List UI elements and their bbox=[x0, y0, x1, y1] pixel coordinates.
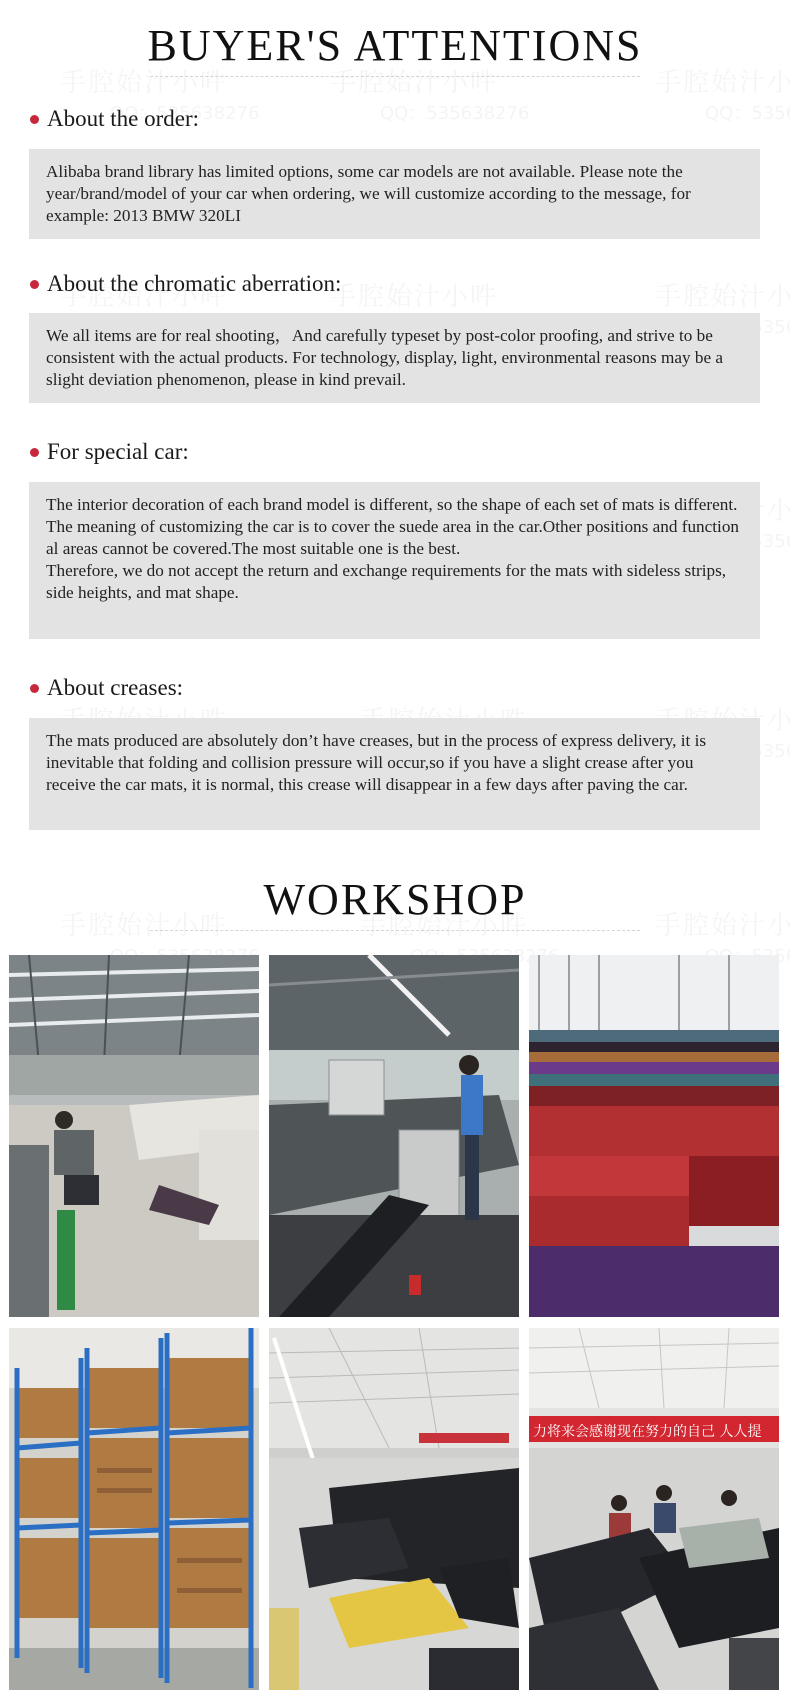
workshop-photo-production-hall bbox=[269, 1328, 519, 1690]
workshop-photo-cutting-floor bbox=[9, 955, 259, 1317]
section-heading-chromatic-aberration bbox=[30, 271, 341, 297]
watermark bbox=[330, 62, 529, 125]
workshop-photo-coil-mats bbox=[529, 955, 779, 1317]
section-paragraph: The mats produced are absolutely don’t have creases, but in the process of express delivery, it is inevitable that folding and collision pressure will occur,so if you have a slight crease after you receive the car mats, it is normal, this crease will disappear in a few days after paving the car. bbox=[46, 731, 707, 794]
workshop-photo-warehouse-shelves bbox=[9, 1328, 259, 1690]
workshop-photo-coil-mats-image bbox=[529, 955, 779, 1317]
workshop-photo-grid bbox=[9, 955, 780, 1690]
section-paragraph: Therefore, we do not accept the return and exchange requirements for the mats with sideless strips, side heights, and mat shape. bbox=[46, 561, 727, 602]
section-paragraph: The interior decoration of each brand model is different, so the shape of each set of mats is different. The meaning of customizing the car is to cover the suede area in the car.Other positions and functional areas cannot be covered.The most suitable one is the best. bbox=[46, 495, 740, 558]
bullet-icon bbox=[30, 115, 39, 124]
bullet-icon bbox=[30, 448, 39, 457]
bullet-icon bbox=[30, 684, 39, 693]
section-heading-creases bbox=[30, 675, 183, 701]
workshop-photo-cnc-cutter bbox=[269, 955, 519, 1317]
section-box-chromatic-aberration bbox=[29, 313, 760, 403]
section-heading-special-car bbox=[30, 439, 189, 465]
section-heading-text: About the chromatic aberration: bbox=[47, 271, 342, 296]
section-box-special-car bbox=[29, 482, 760, 639]
section-heading-order bbox=[30, 106, 199, 132]
page-title: BUYER'S ATTENTIONS bbox=[147, 21, 643, 70]
section-box-creases bbox=[29, 718, 760, 830]
workshop-photo-sewing-workshop-image bbox=[529, 1328, 779, 1690]
section-heading-text: About the order: bbox=[47, 106, 200, 131]
section-box-order bbox=[29, 149, 760, 239]
workshop-photo-production-hall-image bbox=[269, 1328, 519, 1690]
section-paragraph: Alibaba brand library has limited options, some car models are not available. Please note the year/brand/model of your car when ordering, we will customize according to the message, for example: 2013 BMW 320LI bbox=[46, 162, 691, 225]
workshop-photo-cnc-cutter-image bbox=[269, 955, 519, 1317]
workshop-title-divider bbox=[150, 930, 640, 931]
workshop-photo-sewing-workshop bbox=[529, 1328, 779, 1690]
section-paragraph: We all items are for real shooting，And carefully typeset by post-color proofing, and strive to be consistent with the actual products. For technology, display, light, environmental reasons may be a slight deviation phenomenon, please in kind prevail. bbox=[46, 326, 723, 389]
section-heading-text: For special car: bbox=[47, 439, 189, 464]
title-divider bbox=[150, 76, 640, 77]
section-heading-text: About creases: bbox=[47, 675, 184, 700]
bullet-icon bbox=[30, 280, 39, 289]
watermark bbox=[655, 62, 790, 125]
banner-text: 力将来会感谢现在努力的自己 人人提 bbox=[533, 1424, 762, 1440]
workshop-photo-warehouse-shelves-image bbox=[9, 1328, 259, 1690]
workshop-photo-cutting-floor-image bbox=[9, 955, 259, 1317]
workshop-title: WORKSHOP bbox=[263, 875, 527, 924]
